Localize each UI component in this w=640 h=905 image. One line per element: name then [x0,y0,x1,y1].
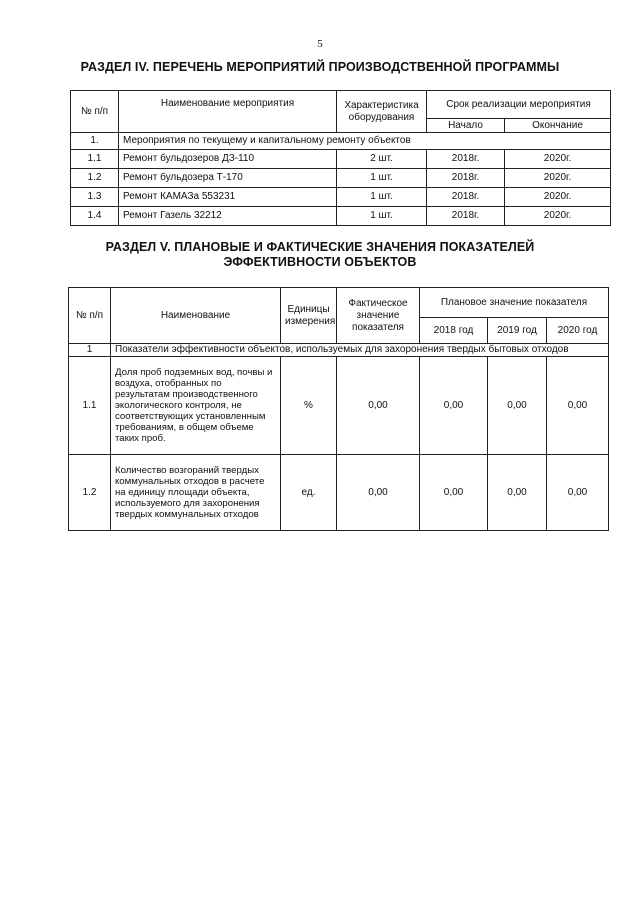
header-num: № п/п [69,288,111,344]
row-2020: 0,00 [547,357,609,455]
indicators-table [68,287,609,531]
header-activity-name: Наименование мероприятия [119,91,337,133]
row-equipment: 2 шт. [337,150,427,169]
row-end: 2020г. [505,169,611,188]
row-num: 1.2 [71,169,119,188]
table-row [71,207,611,226]
header-num: № п/п [71,91,119,133]
row-name: Ремонт Газель 32212 [119,207,337,226]
row-num: 1.1 [69,357,111,455]
table-group-row [71,133,611,150]
row-name: Ремонт бульдозера Т-170 [119,169,337,188]
row-end: 2020г. [505,150,611,169]
row-actual: 0,00 [337,357,420,455]
header-name: Наименование [111,288,281,344]
header-start: Начало [427,119,505,133]
row-unit: % [281,357,337,455]
table-row [69,357,609,455]
section4-title: РАЗДЕЛ IV. ПЕРЕЧЕНЬ МЕРОПРИЯТИЙ ПРОИЗВОДСТВЕННОЙ ПРОГРАММЫ [80,60,560,74]
table-group-row [69,344,609,357]
row-start: 2018г. [427,169,505,188]
row-name: Ремонт КАМАЗа 553231 [119,188,337,207]
row-start: 2018г. [427,207,505,226]
row-equipment: 1 шт. [337,188,427,207]
row-2018: 0,00 [420,455,488,531]
table-header-row [69,288,609,318]
row-start: 2018г. [427,188,505,207]
section5-title-line2: ЭФФЕКТИВНОСТИ ОБЪЕКТОВ [223,255,417,269]
table-row [71,169,611,188]
header-year-2018: 2018 год [420,318,488,344]
section5-title-line1: РАЗДЕЛ V. ПЛАНОВЫЕ И ФАКТИЧЕСКИЕ ЗНАЧЕНИЯ ПОКАЗАТЕЛЕЙ [105,240,535,254]
header-equipment: Характеристика оборудования [337,91,427,133]
row-num: 1.3 [71,188,119,207]
row-name: Доля проб подземных вод, почвы и воздуха, отобранных по результатам производственного экологического контроля, не соответствующих установленным требованиям, в общем объеме таких проб. [111,357,281,455]
row-equipment: 1 шт. [337,169,427,188]
row-end: 2020г. [505,188,611,207]
header-period: Срок реализации мероприятия [427,91,611,119]
row-unit: ед. [281,455,337,531]
row-name: Количество возгораний твердых коммунальных отходов в расчете на единицу площади объекта, используемого для захоронения твердых коммунальных отходов [111,455,281,531]
activities-table [70,90,611,226]
table-header-row [71,91,611,119]
table-row [71,188,611,207]
row-num: 1.1 [71,150,119,169]
row-start: 2018г. [427,150,505,169]
header-actual: Фактическое значение показателя [337,288,420,344]
row-equipment: 1 шт. [337,207,427,226]
section5-title [40,240,600,270]
page-number: 5 [317,38,323,50]
group-name: Показатели эффективности объектов, используемых для захоронения твердых бытовых отходов [111,344,609,357]
header-plan: Плановое значение показателя [420,288,609,318]
row-2020: 0,00 [547,455,609,531]
group-num: 1 [69,344,111,357]
header-year-2019: 2019 год [488,318,547,344]
table-row [71,150,611,169]
header-year-2020: 2020 год [547,318,609,344]
row-num: 1.2 [69,455,111,531]
header-end: Окончание [505,119,611,133]
group-name: Мероприятия по текущему и капитальному ремонту объектов [119,133,611,150]
header-unit: Единицы измерения [281,288,337,344]
row-2018: 0,00 [420,357,488,455]
row-actual: 0,00 [337,455,420,531]
row-name: Ремонт бульдозеров ДЗ-110 [119,150,337,169]
group-num: 1. [71,133,119,150]
row-num: 1.4 [71,207,119,226]
row-2019: 0,00 [488,455,547,531]
row-end: 2020г. [505,207,611,226]
table-row [69,455,609,531]
row-2019: 0,00 [488,357,547,455]
